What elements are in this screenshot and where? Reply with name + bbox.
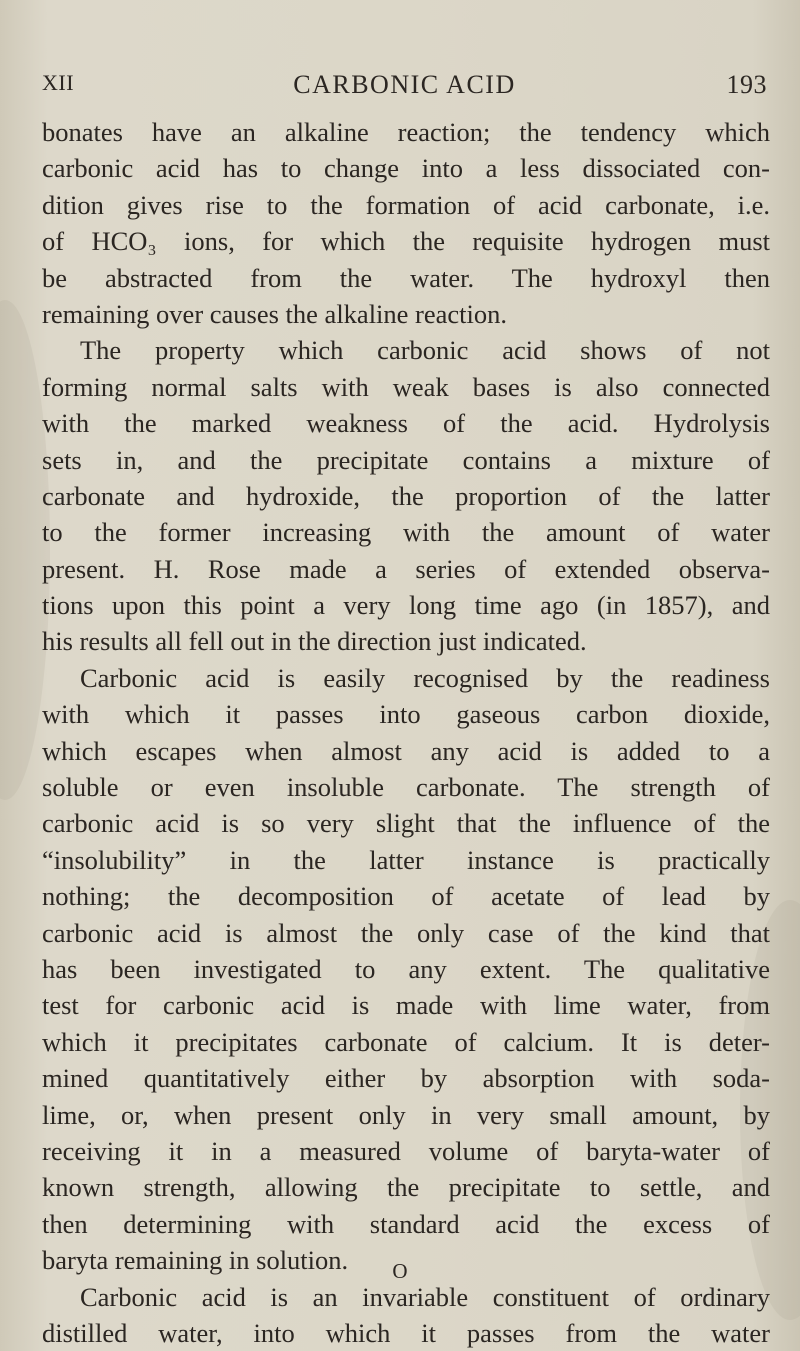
text-line: carbonic acid is so very slight that the influence of the bbox=[42, 808, 770, 839]
text-line: which it precipitates carbonate of calcium. It is deter- bbox=[42, 1026, 770, 1057]
text-line: carbonic acid has to change into a less dissociated con- bbox=[42, 153, 770, 184]
text-line: then determining with standard acid the excess of bbox=[42, 1208, 770, 1239]
text-line: distilled water, into which it passes from the water bbox=[42, 1317, 770, 1348]
text-line: carbonate and hydroxide, the proportion of the latter bbox=[42, 480, 770, 511]
text-line: known strength, allowing the precipitate to settle, and bbox=[42, 1172, 770, 1203]
text-line: present. H. Rose made a series of extended observa- bbox=[42, 553, 770, 584]
text-line: remaining over causes the alkaline reaction. bbox=[42, 298, 508, 329]
text-line: Carbonic acid is easily recognised by the readiness bbox=[80, 662, 770, 693]
chapter-number: XII bbox=[42, 70, 75, 95]
text-line: with the marked weakness of the acid. Hydrolysis bbox=[42, 408, 770, 439]
text-line: dition gives rise to the formation of acid carbonate, i.e. bbox=[42, 189, 770, 220]
text-line: baryta remaining in solution. bbox=[42, 1245, 349, 1276]
text-line: mined quantitatively either by absorption with soda- bbox=[42, 1063, 770, 1094]
text-line: bonates have an alkaline reaction; the tendency which bbox=[42, 117, 770, 147]
page-number: 193 bbox=[726, 70, 767, 99]
text-line: The property which carbonic acid shows of not bbox=[80, 335, 770, 366]
text-line: lime, or, when present only in very small amount, by bbox=[42, 1099, 770, 1130]
text-line: sets in, and the precipitate contains a mixture of bbox=[42, 444, 770, 475]
signature-mark: O bbox=[392, 1259, 408, 1283]
text-line: test for carbonic acid is made with lime water, from bbox=[42, 990, 770, 1021]
body-text bbox=[42, 114, 770, 1351]
text-line: nothing; the decomposition of acetate of lead by bbox=[42, 881, 770, 912]
text-line: has been investigated to any extent. The qualitative bbox=[42, 953, 770, 984]
text-line: soluble or even insoluble carbonate. The strength of bbox=[42, 772, 770, 803]
text-line: forming normal salts with weak bases is also connected bbox=[42, 371, 770, 402]
text-line: receiving it in a measured volume of baryta-water of bbox=[42, 1135, 770, 1166]
text-line: to the former increasing with the amount of water bbox=[42, 517, 770, 548]
text-line: which escapes when almost any acid is added to a bbox=[42, 735, 770, 766]
running-head bbox=[42, 70, 767, 102]
chapter-title: CARBONIC ACID bbox=[293, 70, 516, 99]
text-line: “insolubility” in the latter instance is practically bbox=[42, 844, 770, 875]
text-line: carbonic acid is almost the only case of the kind that bbox=[42, 917, 770, 948]
text-line: his results all fell out in the direction just indicated. bbox=[42, 626, 587, 657]
text-line: with which it passes into gaseous carbon dioxide, bbox=[42, 699, 770, 730]
text-line: be abstracted from the water. The hydroxyl then bbox=[42, 262, 770, 293]
text-line: Carbonic acid is an invariable constituent of ordinary bbox=[80, 1281, 770, 1312]
text-line: of HCO₃ ions, for which the requisite hydrogen must bbox=[42, 226, 770, 257]
text-line: tions upon this point a very long time ago (in 1857), and bbox=[42, 590, 770, 621]
